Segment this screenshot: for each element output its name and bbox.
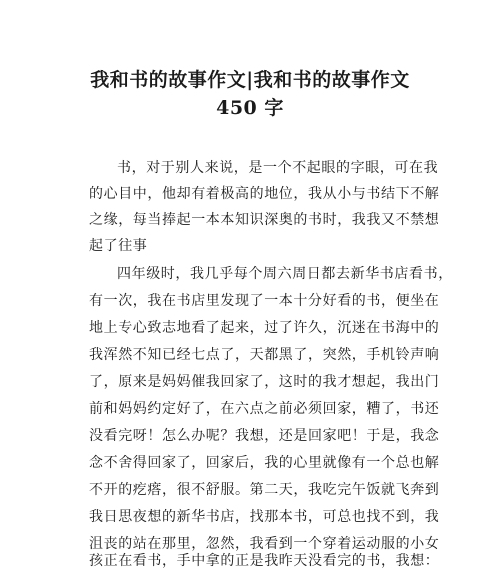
paragraph-2-line-9: 不开的疙瘩，很不舒服。第二天，我吃完午饭就飞奔到	[89, 482, 440, 498]
paragraph-2-line-2: 有一次，我在书店里发现了一本十分好看的书，便坐在	[89, 293, 440, 309]
paragraph-2-line-7: 没看完呀！怎么办呢？我想，还是回家吧！于是，我念	[89, 428, 440, 444]
paragraph-2-line-10: 我日思夜想的新华书店，找那本书，可总也找不到，我	[89, 509, 440, 525]
paragraph-1-line-4: 起了往事	[89, 238, 148, 254]
document-title-line-2: 450 字	[216, 97, 284, 119]
paragraph-2-line-8: 念不舍得回家了，回家后，我的心里就像有一个总也解	[89, 455, 440, 471]
document-title-line-1: 我和书的故事作文|我和书的故事作文	[90, 69, 410, 91]
paragraph-2-line-12: 孩正在看书，手中拿的正是我昨天没看完的书，我想：	[89, 553, 440, 569]
paragraph-2-line-6: 前和妈妈约定好了，在六点之前必须回家，糟了，书还	[89, 401, 440, 417]
paragraph-2-line-4: 我浑然不知已经七点了，天都黑了，突然，手机铃声响	[89, 347, 440, 363]
paragraph-1-line-2: 的心目中，他却有着极高的地位，我从小与书结下不解	[89, 186, 440, 202]
paragraph-2-line-3: 地上专心致志地看了起来，过了许久，沉迷在书海中的	[89, 320, 440, 336]
paragraph-2-line-11: 沮丧的站在那里，忽然，我看到一个穿着运动服的小女	[89, 536, 440, 552]
paragraph-1-line-1: 书，对于别人来说，是一个不起眼的字眼，可在我	[117, 160, 439, 176]
paragraph-2-line-1: 四年级时，我几乎每个周六周日都去新华书店看书，	[117, 266, 453, 282]
paragraph-1-line-3: 之缘，每当捧起一本本知识深奥的书时，我我又不禁想	[89, 212, 440, 228]
paragraph-2-line-5: 了，原来是妈妈催我回家了，这时的我才想起，我出门	[89, 374, 440, 390]
